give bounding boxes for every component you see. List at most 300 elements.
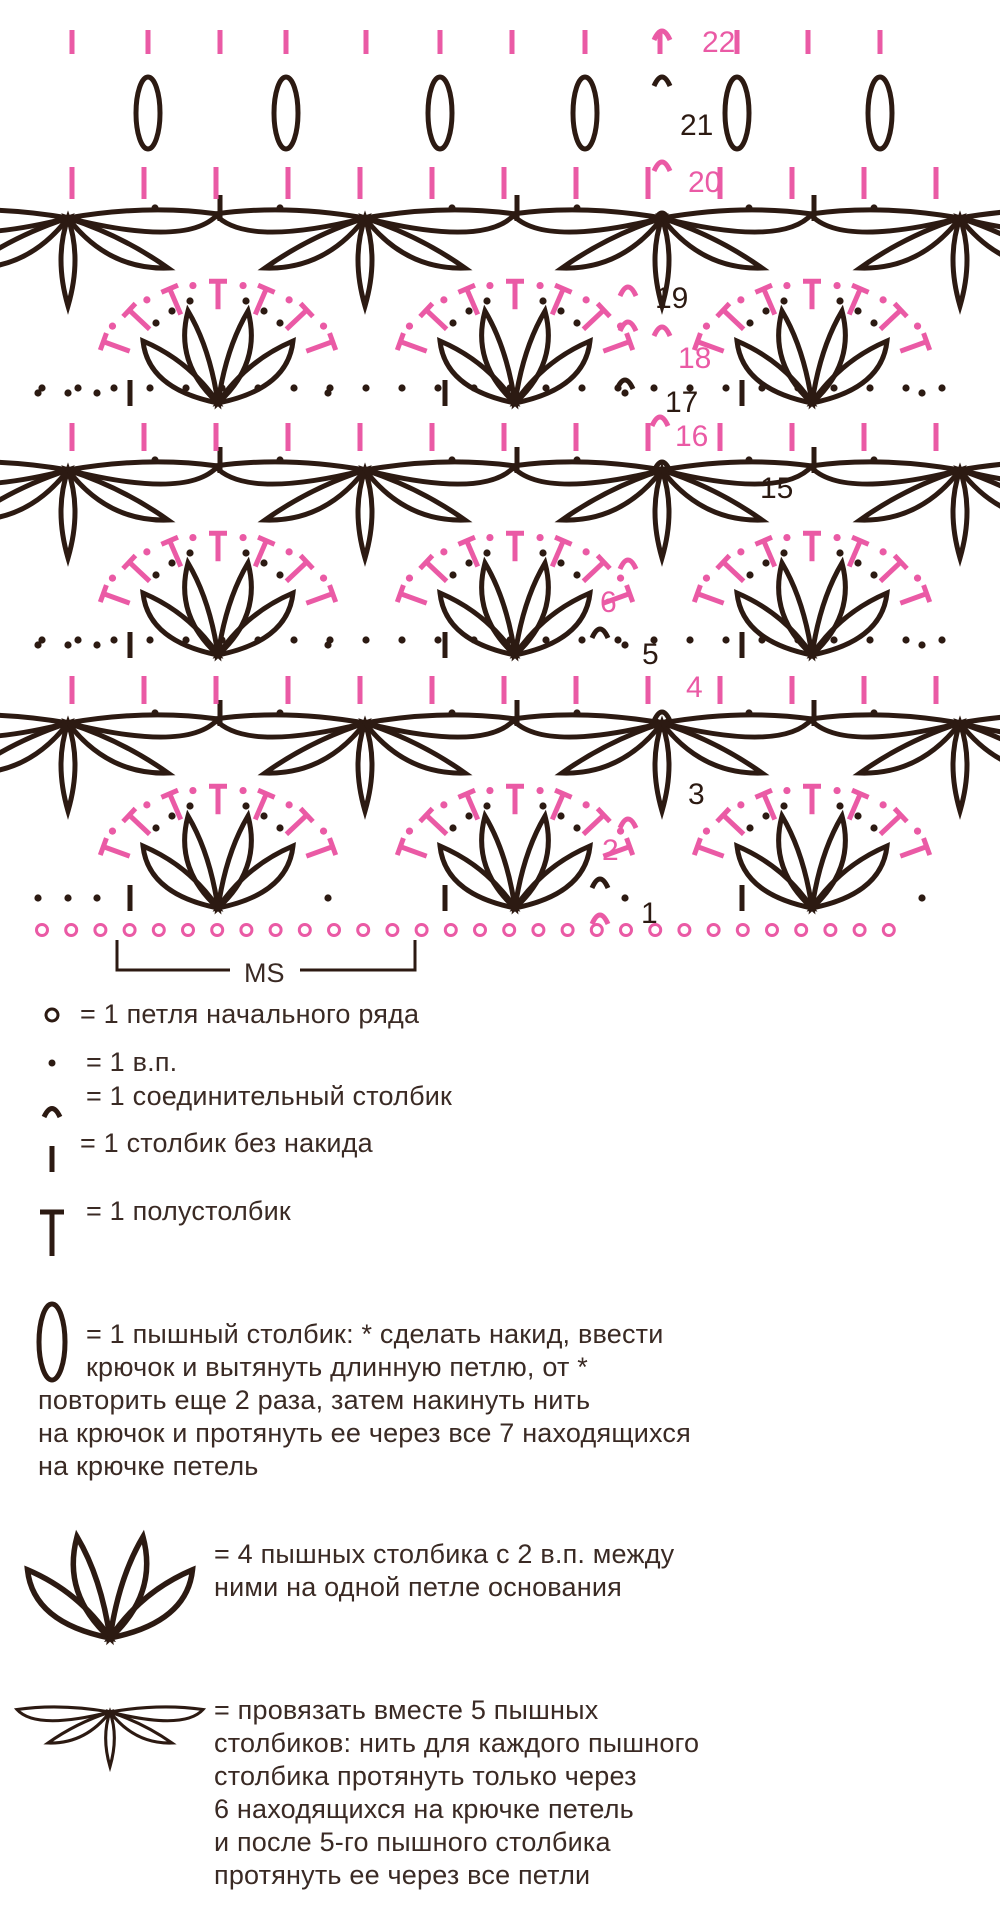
- slip-stitch: [592, 915, 608, 924]
- puff-fan: [143, 311, 293, 403]
- legend-fan-line-1: = 4 пышных столбика с 2 в.п. между: [214, 1539, 675, 1569]
- chain-stitch: [762, 559, 769, 566]
- row-number-3: 3: [688, 778, 705, 811]
- chain-stitch: [93, 389, 100, 396]
- chain-stitch: [239, 534, 246, 541]
- puff-cluster: [0, 462, 218, 558]
- puff-cluster-icon: [17, 1707, 203, 1767]
- chain-stitch: [746, 319, 753, 326]
- legend-slip-stitch-text: = 1 соединительный столбик: [86, 1081, 453, 1111]
- chain-stitch: [486, 534, 493, 541]
- slip-stitch: [592, 879, 608, 888]
- chain-stitch: [539, 297, 546, 304]
- half-double-stitch: [874, 808, 907, 840]
- half-double-stitch: [209, 786, 227, 814]
- chain-stitch: [465, 559, 472, 566]
- foundation-chain-stitch: [445, 925, 456, 936]
- chain-stitch: [578, 636, 585, 643]
- chain-stitch: [483, 802, 490, 809]
- chain-stitch: [260, 307, 267, 314]
- chain-stitch: [573, 709, 580, 716]
- chain-stitch: [880, 548, 887, 555]
- foundation-chain-stitch: [212, 925, 223, 936]
- chain-stitch: [260, 812, 267, 819]
- chain-stitch: [833, 534, 840, 541]
- chain-stitch: [239, 282, 246, 289]
- chain-stitch: [938, 384, 945, 391]
- chain-stitch: [914, 323, 921, 330]
- foundation-chain-stitch: [796, 925, 807, 936]
- foundation-chain-stitch: [767, 925, 778, 936]
- chain-stitch: [449, 571, 456, 578]
- chain-stitch: [854, 812, 861, 819]
- chain-stitch: [870, 824, 877, 831]
- puff-fan: [440, 311, 590, 403]
- half-double-stitch: [420, 808, 453, 840]
- half-double-stitch: [303, 333, 335, 359]
- chain-stitch: [276, 709, 283, 716]
- puff-fan: [143, 563, 293, 655]
- foundation-chain-stitch: [387, 925, 398, 936]
- chain-stitch: [746, 571, 753, 578]
- chain-stitch: [362, 384, 369, 391]
- chain-stitch: [870, 709, 877, 716]
- legend-chain: [86, 1046, 177, 1079]
- chain-stitch: [168, 812, 175, 819]
- chain-stitch: [109, 575, 116, 582]
- foundation-chain-stitch: [183, 925, 194, 936]
- row-number-16: 16: [675, 420, 709, 453]
- chain-stitch: [146, 384, 153, 391]
- slip-stitch: [620, 560, 636, 569]
- chain-stitch: [703, 575, 710, 582]
- legend-cluster-line-3: столбика протянуть только через: [214, 1761, 637, 1791]
- half-double-stitch: [506, 281, 524, 309]
- chain-stitch: [539, 549, 546, 556]
- chain-stitch: [746, 824, 753, 831]
- chain-stitch: [110, 384, 117, 391]
- chain-stitch: [762, 812, 769, 819]
- chain-stitch: [703, 828, 710, 835]
- chain-stitch: [483, 549, 490, 556]
- chain-stitch: [794, 384, 801, 391]
- chain-stitch: [745, 204, 752, 211]
- chain-stitch: [152, 824, 159, 831]
- chain-stitch: [168, 307, 175, 314]
- chain-stitch: [239, 787, 246, 794]
- chain-stitch: [614, 636, 621, 643]
- puff-cluster: [810, 715, 1000, 811]
- chain-stitch: [506, 384, 513, 391]
- chain-stitch: [621, 389, 628, 396]
- chain-stitch: [880, 801, 887, 808]
- legend-fan-line-2: ними на одной петле основания: [214, 1572, 622, 1602]
- foundation-chain-stitch: [66, 925, 77, 936]
- puff-fan: [737, 816, 887, 908]
- row-number-18: 18: [678, 342, 712, 375]
- slip-stitch: [654, 77, 670, 86]
- chain-stitch: [448, 204, 455, 211]
- puff-fan-icon: [28, 1537, 193, 1638]
- chain-stitch: [276, 319, 283, 326]
- row-number-5: 5: [642, 638, 659, 671]
- chain-stitch: [320, 575, 327, 582]
- chain-stitch: [783, 787, 790, 794]
- half-double-icon: [40, 1212, 64, 1256]
- chain-stitch: [483, 297, 490, 304]
- puff-cluster: [810, 462, 1000, 558]
- half-double-stitch: [397, 838, 429, 864]
- chain-stitch: [168, 559, 175, 566]
- chain-stitch: [64, 894, 71, 901]
- half-double-stitch: [280, 808, 313, 840]
- chain-stitch: [151, 456, 158, 463]
- chain-stitch: [151, 204, 158, 211]
- chain-stitch: [93, 641, 100, 648]
- chain-stitch: [536, 282, 543, 289]
- slip-stitch: [592, 629, 608, 638]
- chain-stitch: [242, 297, 249, 304]
- foundation-chain-stitch: [37, 925, 48, 936]
- chain-stitch: [914, 828, 921, 835]
- chain-stitch: [143, 296, 150, 303]
- chain-stitch: [918, 894, 925, 901]
- chain-stitch: [486, 282, 493, 289]
- chain-stitch: [486, 787, 493, 794]
- foundation-chain-stitch: [416, 925, 427, 936]
- chain-stitch: [938, 636, 945, 643]
- chain-stitch: [465, 812, 472, 819]
- foundation-chain-stitch: [679, 925, 690, 936]
- legend-cluster-line-2: столбиков: нить для каждого пышного: [214, 1728, 700, 1758]
- chain-stitch: [434, 384, 441, 391]
- foundation-chain-stitch: [95, 925, 106, 936]
- foundation-chain-stitch: [591, 925, 602, 936]
- row-number-2: 2: [602, 834, 619, 867]
- slip-stitch: [654, 327, 670, 336]
- half-double-stitch: [100, 333, 132, 359]
- chain-stitch: [189, 787, 196, 794]
- chain-stitch: [406, 323, 413, 330]
- chain-stitch: [557, 812, 564, 819]
- row-number-20: 20: [688, 166, 722, 199]
- half-double-stitch: [577, 303, 610, 335]
- chain-stitch: [470, 384, 477, 391]
- puff-stitch: [428, 77, 452, 149]
- chain-stitch: [38, 636, 45, 643]
- chain-stitch: [902, 636, 909, 643]
- half-double-stitch: [803, 533, 821, 561]
- chain-stitch: [617, 575, 624, 582]
- foundation-chain-stitch: [533, 925, 544, 936]
- puff-stitch: [573, 77, 597, 149]
- row-number-19: 19: [655, 282, 689, 315]
- half-double-stitch: [209, 281, 227, 309]
- foundation-chain-stitch: [504, 925, 515, 936]
- chain-stitch: [794, 636, 801, 643]
- chain-stitch: [34, 894, 41, 901]
- chain-stitch: [189, 534, 196, 541]
- chart-body: [0, 30, 1000, 936]
- chain-stitch: [64, 389, 71, 396]
- chain-stitch: [286, 801, 293, 808]
- chain-stitch: [276, 571, 283, 578]
- row-number-17: 17: [665, 386, 699, 419]
- foundation-chain-stitch: [329, 925, 340, 936]
- chain-stitch: [836, 802, 843, 809]
- legend-single-crochet: [80, 1127, 373, 1160]
- slip-stitch: [654, 162, 670, 171]
- slip-stitch-icon: [44, 1109, 60, 1118]
- foundation-chain-stitch: [475, 925, 486, 936]
- chain-stitch: [242, 549, 249, 556]
- chain-stitch: [326, 384, 333, 391]
- legend-chain-text: = 1 в.п.: [86, 1047, 178, 1077]
- puff-fan: [143, 816, 293, 908]
- chain-stitch: [276, 824, 283, 831]
- chain-stitch: [745, 709, 752, 716]
- chain-stitch: [557, 307, 564, 314]
- half-double-stitch: [506, 786, 524, 814]
- half-double-stitch: [100, 838, 132, 864]
- foundation-chain-stitch: [241, 925, 252, 936]
- chain-stitch: [583, 296, 590, 303]
- chain-stitch: [783, 282, 790, 289]
- half-double-stitch: [694, 838, 726, 864]
- legend-puff-line-2: крючок и вытянуть длинную петлю, от *: [86, 1352, 588, 1382]
- legend-cluster-line-6: протянуть ее через все петли: [214, 1860, 591, 1890]
- chain-stitch: [539, 802, 546, 809]
- chain-stitch: [758, 636, 765, 643]
- half-double-stitch: [874, 303, 907, 335]
- foundation-chain-stitch: [708, 925, 719, 936]
- half-double-stitch: [717, 808, 750, 840]
- chain-stitch: [506, 636, 513, 643]
- row-number-4: 4: [686, 671, 703, 704]
- chain-stitch: [854, 307, 861, 314]
- chain-stitch: [74, 384, 81, 391]
- chain-stitch: [38, 384, 45, 391]
- chain-stitch: [465, 307, 472, 314]
- puff-stitch: [725, 77, 749, 149]
- puff-cluster: [810, 210, 1000, 306]
- chain-stitch: [286, 296, 293, 303]
- legend-puff-line-1: = 1 пышный столбик: * сделать накид, ввести: [86, 1319, 664, 1349]
- chain-stitch: [573, 319, 580, 326]
- half-double-stitch: [123, 808, 156, 840]
- chain-stitch: [737, 548, 744, 555]
- puff-stitch: [274, 77, 298, 149]
- legend-single-crochet-text: = 1 столбик без накида: [80, 1128, 373, 1158]
- puff-fan: [440, 816, 590, 908]
- chain-stitch: [398, 384, 405, 391]
- chain-stitch: [320, 828, 327, 835]
- chain-stitch: [254, 384, 261, 391]
- half-double-stitch: [874, 555, 907, 587]
- chain-stitch: [64, 641, 71, 648]
- chain-stitch: [440, 801, 447, 808]
- chain-stitch: [914, 575, 921, 582]
- foundation-chain-stitch: [737, 925, 748, 936]
- foundation-chain-stitch: [825, 925, 836, 936]
- chain-stitch: [870, 456, 877, 463]
- legend-foundation-chain-text: = 1 петля начального ряда: [80, 999, 420, 1029]
- chain-stitch: [758, 384, 765, 391]
- chain-stitch: [866, 636, 873, 643]
- chain-stitch: [830, 636, 837, 643]
- legend-puff-cluster: [214, 1694, 699, 1892]
- chain-stitch: [146, 636, 153, 643]
- chain-stitch: [573, 571, 580, 578]
- half-double-stitch: [420, 555, 453, 587]
- chain-stitch: [218, 384, 225, 391]
- legend-half-double-text: = 1 полустолбик: [86, 1196, 291, 1226]
- chain-stitch: [109, 323, 116, 330]
- legend-cluster-line-1: = провязать вместе 5 пышных: [214, 1695, 599, 1725]
- chain-stitch: [870, 204, 877, 211]
- chain-stitch: [186, 297, 193, 304]
- puff-cluster: [0, 715, 218, 811]
- chain-stitch: [686, 636, 693, 643]
- chain-icon: [49, 1060, 56, 1067]
- half-double-stitch: [897, 333, 929, 359]
- puff-stitch: [868, 77, 892, 149]
- chain-stitch: [93, 894, 100, 901]
- half-double-stitch: [123, 303, 156, 335]
- chain-stitch: [152, 319, 159, 326]
- chain-stitch: [151, 709, 158, 716]
- chain-stitch: [870, 571, 877, 578]
- foundation-chain-stitch: [621, 925, 632, 936]
- chain-stitch: [621, 894, 628, 901]
- foundation-chain-stitch: [358, 925, 369, 936]
- legend-slip-stitch: [86, 1080, 452, 1113]
- legend-cluster-line-5: и после 5-го пышного столбика: [214, 1827, 611, 1857]
- chain-stitch: [260, 559, 267, 566]
- chain-stitch: [737, 801, 744, 808]
- legend-cluster-line-4: 6 находящихся на крючке петель: [214, 1794, 634, 1824]
- slip-stitch: [620, 819, 636, 828]
- foundation-chain-stitch: [124, 925, 135, 936]
- foundation-chain-stitch: [299, 925, 310, 936]
- chain-stitch: [583, 801, 590, 808]
- chain-stitch: [290, 636, 297, 643]
- chain-stitch: [109, 828, 116, 835]
- chain-stitch: [780, 549, 787, 556]
- chain-stitch: [722, 636, 729, 643]
- chain-stitch: [866, 384, 873, 391]
- half-double-stitch: [397, 333, 429, 359]
- half-double-stitch: [209, 533, 227, 561]
- row-number-21: 21: [680, 109, 714, 142]
- chain-stitch: [449, 319, 456, 326]
- slip-stitch: [620, 287, 636, 296]
- foundation-chain-stitch: [270, 925, 281, 936]
- chain-stitch: [703, 323, 710, 330]
- chain-stitch: [434, 636, 441, 643]
- legend-puff-line-3: повторить еще 2 раза, затем накинуть нить: [38, 1385, 591, 1415]
- legend-puff-fan: [214, 1538, 674, 1604]
- legend-foundation-chain: [80, 998, 419, 1031]
- chain-stitch: [320, 323, 327, 330]
- chain-stitch: [470, 636, 477, 643]
- half-double-stitch: [420, 303, 453, 335]
- half-double-stitch: [897, 838, 929, 864]
- chain-stitch: [406, 828, 413, 835]
- chain-stitch: [536, 534, 543, 541]
- foundation-chain-stitch: [854, 925, 865, 936]
- half-double-stitch: [303, 585, 335, 611]
- legend-puff-line-4: на крючок и протянуть ее через все 7 находящихся: [38, 1418, 691, 1448]
- chain-stitch: [448, 456, 455, 463]
- half-double-stitch: [897, 585, 929, 611]
- chain-stitch: [186, 549, 193, 556]
- chain-stitch: [854, 559, 861, 566]
- half-double-stitch: [717, 303, 750, 335]
- chain-stitch: [902, 384, 909, 391]
- chain-stitch: [542, 636, 549, 643]
- chain-stitch: [573, 456, 580, 463]
- foundation-chain-stitch: [153, 925, 164, 936]
- chain-stitch: [737, 296, 744, 303]
- chain-stitch: [536, 787, 543, 794]
- half-double-stitch: [694, 585, 726, 611]
- chain-stitch: [573, 824, 580, 831]
- chain-stitch: [74, 636, 81, 643]
- row-number-22: 22: [702, 26, 736, 59]
- half-double-stitch: [397, 585, 429, 611]
- half-double-stitch: [123, 555, 156, 587]
- ms-label: MS: [244, 958, 285, 988]
- half-double-stitch: [577, 555, 610, 587]
- chain-stitch: [722, 384, 729, 391]
- chain-stitch: [254, 636, 261, 643]
- chain-stitch: [573, 204, 580, 211]
- chain-stitch: [440, 548, 447, 555]
- half-double-stitch: [600, 333, 632, 359]
- chain-stitch: [783, 534, 790, 541]
- chain-stitch: [557, 559, 564, 566]
- foundation-chain-icon: [46, 1009, 58, 1021]
- chain-stitch: [836, 549, 843, 556]
- legend-puff-line-5: на крючке петель: [38, 1451, 259, 1481]
- chain-stitch: [186, 802, 193, 809]
- chain-stitch: [286, 548, 293, 555]
- chain-stitch: [276, 456, 283, 463]
- legend-half-double: [86, 1195, 291, 1228]
- chain-stitch: [870, 319, 877, 326]
- row-number-15: 15: [760, 472, 794, 505]
- chain-stitch: [143, 801, 150, 808]
- chain-stitch: [242, 802, 249, 809]
- half-double-stitch: [803, 281, 821, 309]
- chain-stitch: [918, 641, 925, 648]
- chain-stitch: [182, 384, 189, 391]
- chain-stitch: [578, 384, 585, 391]
- puff-stitch: [136, 77, 160, 149]
- chain-stitch: [780, 297, 787, 304]
- puff-cluster: [0, 210, 218, 306]
- chain-stitch: [362, 636, 369, 643]
- ms-bracket: [117, 940, 415, 988]
- chain-stitch: [290, 384, 297, 391]
- chain-stitch: [440, 296, 447, 303]
- chain-stitch: [152, 571, 159, 578]
- puff-fan: [440, 563, 590, 655]
- chain-stitch: [621, 641, 628, 648]
- chain-stitch: [448, 709, 455, 716]
- half-double-stitch: [506, 533, 524, 561]
